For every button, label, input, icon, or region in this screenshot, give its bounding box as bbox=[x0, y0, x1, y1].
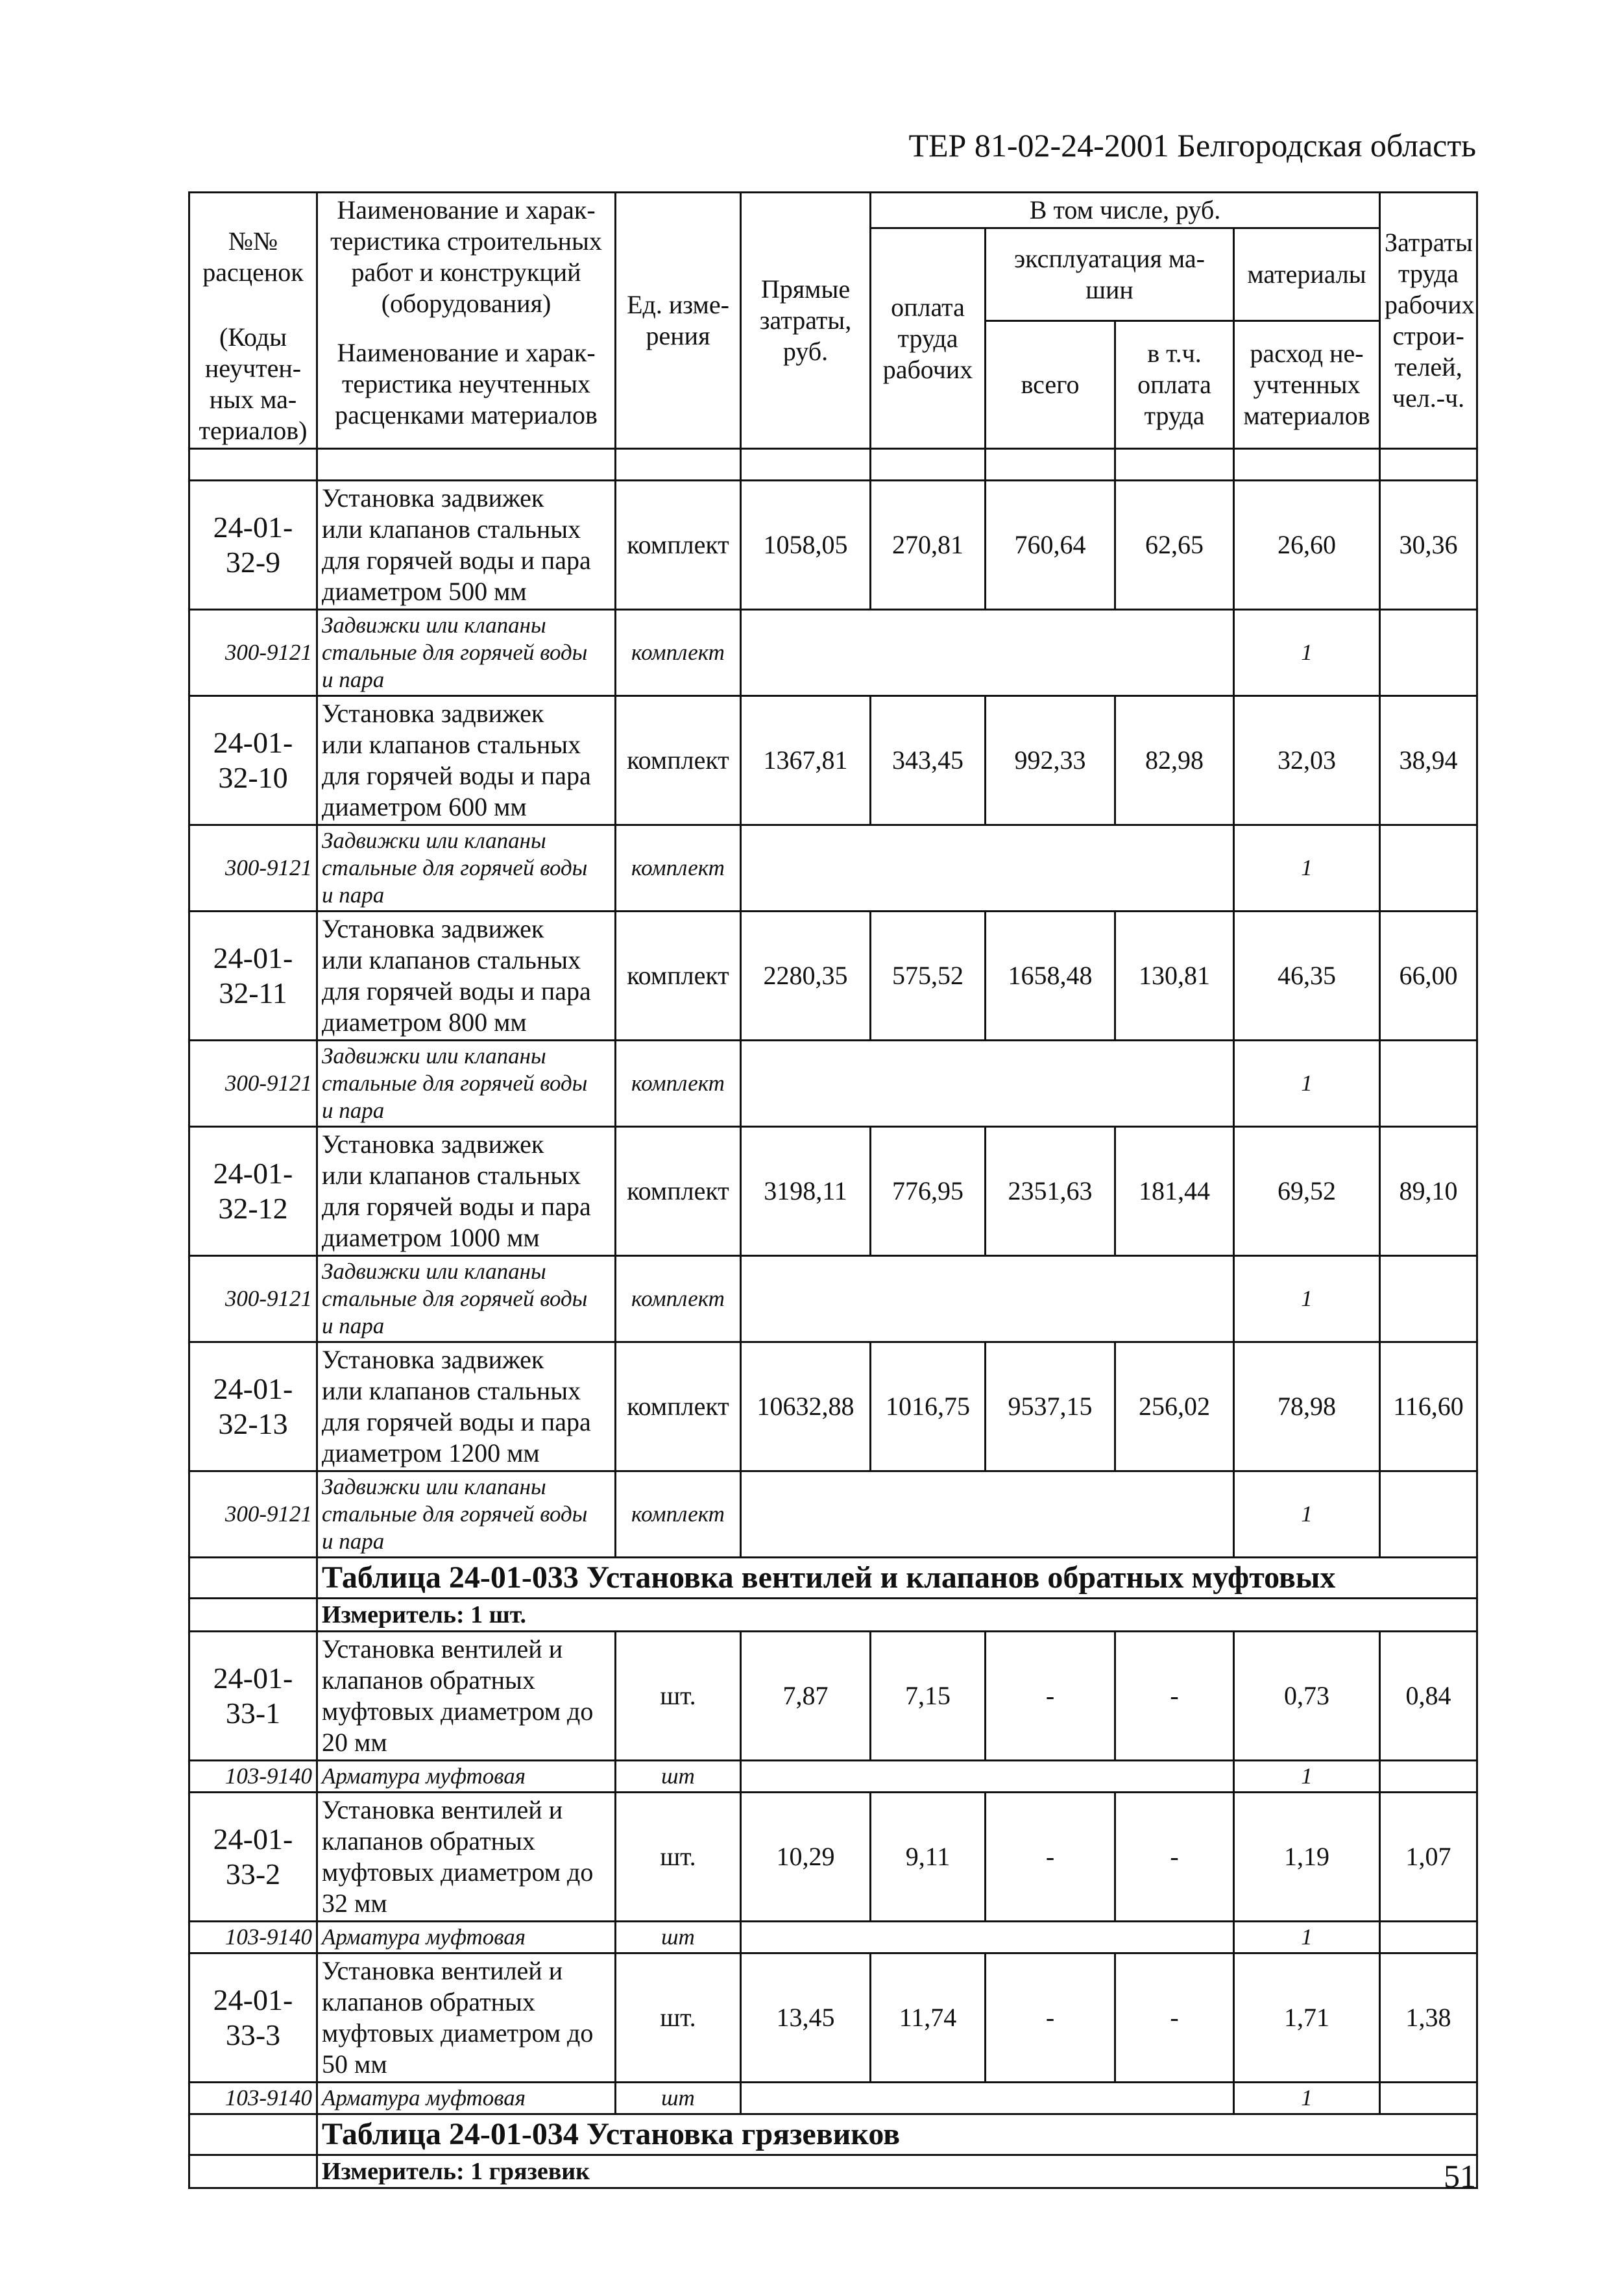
section-measure bbox=[189, 2155, 1477, 2188]
material-unit: шт bbox=[616, 1922, 741, 1953]
hdr-hours-line: труда bbox=[1398, 259, 1459, 288]
table-row bbox=[189, 1953, 1477, 2083]
material-qty: 1 bbox=[1234, 1471, 1380, 1558]
rate-name-line: клапанов обратных bbox=[322, 1665, 535, 1695]
material-code: 300-9121 bbox=[189, 1041, 317, 1127]
rate-name-line: для горячей воды и пара bbox=[322, 546, 591, 575]
hdr-mach-total: всего bbox=[986, 320, 1115, 449]
page-header: ТЕР 81-02-24-2001 Белгородская область bbox=[908, 127, 1476, 163]
hdr-machines-line: шин bbox=[1085, 274, 1133, 304]
rate-code-line: 24-01- bbox=[213, 1662, 293, 1695]
rate-code-line: 24-01- bbox=[213, 941, 293, 974]
rate-materials: 26,60 bbox=[1234, 481, 1380, 610]
rate-hours: 1,07 bbox=[1380, 1793, 1477, 1922]
rate-hours: 0,84 bbox=[1380, 1632, 1477, 1761]
rate-name-line: для горячей воды и пара bbox=[322, 976, 591, 1006]
rate-machine-labor: 256,02 bbox=[1115, 1342, 1234, 1471]
rate-machine-labor: 181,44 bbox=[1115, 1127, 1234, 1256]
rate-hours: 38,94 bbox=[1380, 696, 1477, 825]
rate-machines: - bbox=[986, 1793, 1115, 1922]
empty-cell bbox=[741, 1256, 1234, 1342]
rate-labor: 343,45 bbox=[871, 696, 986, 825]
hdr-direct-line: затраты, bbox=[759, 306, 852, 335]
hdr-name-top-line: Наименование и харак- bbox=[337, 195, 596, 224]
hdr-labor-line: рабочих bbox=[882, 354, 973, 384]
hdr-mat-qty-line: расход не- bbox=[1250, 338, 1364, 368]
rate-code-line: 24-01- bbox=[213, 511, 293, 544]
hdr-direct bbox=[741, 193, 871, 449]
rate-labor: 270,81 bbox=[871, 481, 986, 610]
hdr-hours-line: чел.-ч. bbox=[1392, 383, 1465, 413]
hdr-unit-line: рения bbox=[646, 321, 710, 350]
material-row bbox=[189, 1922, 1477, 1953]
material-name bbox=[317, 1256, 616, 1342]
material-name-line: и пара bbox=[322, 1529, 385, 1554]
empty-cell bbox=[616, 449, 741, 481]
rate-machine-labor: 62,65 bbox=[1115, 481, 1234, 610]
header-row bbox=[189, 193, 1477, 228]
empty-cell bbox=[1380, 1922, 1477, 1953]
rate-unit: шт. bbox=[616, 1632, 741, 1761]
hdr-mach-labor-line: труда bbox=[1144, 400, 1205, 430]
rate-labor: 7,15 bbox=[871, 1632, 986, 1761]
rate-name-line: или клапанов стальных bbox=[322, 1376, 581, 1405]
hdr-hours-line: рабочих bbox=[1385, 290, 1475, 319]
rate-unit: комплект bbox=[616, 1342, 741, 1471]
material-code: 300-9121 bbox=[189, 610, 317, 696]
rate-hours: 89,10 bbox=[1380, 1127, 1477, 1256]
empty-cell bbox=[741, 1041, 1234, 1127]
empty-cell bbox=[189, 1599, 317, 1632]
rate-labor: 11,74 bbox=[871, 1953, 986, 2083]
rate-machines: 2351,63 bbox=[986, 1127, 1115, 1256]
table-row bbox=[189, 1632, 1477, 1761]
rate-unit: комплект bbox=[616, 696, 741, 825]
empty-cell bbox=[986, 449, 1115, 481]
rate-code-line: 24-01- bbox=[213, 1372, 293, 1405]
rate-unit: комплект bbox=[616, 1127, 741, 1256]
rate-machines: 1658,48 bbox=[986, 912, 1115, 1041]
rate-code-line: 32-10 bbox=[218, 761, 288, 794]
rate-code-line: 33-3 bbox=[225, 2018, 281, 2051]
rate-name-line: Установка задвижек bbox=[322, 483, 544, 513]
rate-code-line: 32-12 bbox=[218, 1192, 288, 1225]
rate-materials: 1,19 bbox=[1234, 1793, 1380, 1922]
material-unit: комплект bbox=[616, 1041, 741, 1127]
empty-cell bbox=[1380, 1256, 1477, 1342]
hdr-unit-line: Ед. изме- bbox=[627, 290, 729, 319]
rate-code bbox=[189, 1953, 317, 2083]
material-name bbox=[317, 1471, 616, 1558]
rate-direct: 1058,05 bbox=[741, 481, 871, 610]
rate-machine-labor: - bbox=[1115, 1953, 1234, 2083]
hdr-mat-qty bbox=[1234, 320, 1380, 449]
material-row bbox=[189, 1256, 1477, 1342]
page-number: 51 bbox=[1444, 2158, 1476, 2194]
rate-unit: комплект bbox=[616, 912, 741, 1041]
hdr-direct-line: руб. bbox=[782, 337, 829, 366]
material-row bbox=[189, 1041, 1477, 1127]
material-qty: 1 bbox=[1234, 1256, 1380, 1342]
hdr-hours-line: строи- bbox=[1392, 321, 1464, 350]
empty-cell bbox=[741, 610, 1234, 696]
rate-code-line: 32-11 bbox=[219, 976, 287, 1010]
material-name-line: и пара bbox=[322, 667, 385, 692]
rate-code-line: 33-2 bbox=[225, 1857, 281, 1891]
hdr-hours-line: телей, bbox=[1394, 352, 1462, 381]
rate-name bbox=[317, 1632, 616, 1761]
hdr-code-bottom-line: (Коды bbox=[219, 322, 287, 352]
material-row bbox=[189, 2083, 1477, 2114]
material-name-line: стальные для горячей воды bbox=[322, 640, 588, 665]
hdr-name-top-line: работ и конструкций bbox=[351, 258, 581, 287]
empty-cell bbox=[1380, 449, 1477, 481]
rate-code bbox=[189, 1127, 317, 1256]
rate-name-line: диаметром 1000 мм bbox=[322, 1223, 540, 1252]
material-name-line: Задвижки или клапаны bbox=[322, 1474, 546, 1499]
rate-labor: 575,52 bbox=[871, 912, 986, 1041]
material-qty: 1 bbox=[1234, 610, 1380, 696]
rate-name-line: диаметром 800 мм bbox=[322, 1008, 527, 1037]
rate-name-line: или клапанов стальных bbox=[322, 945, 581, 974]
empty-cell bbox=[1380, 1041, 1477, 1127]
rate-name-line: или клапанов стальных bbox=[322, 514, 581, 544]
rate-materials: 69,52 bbox=[1234, 1127, 1380, 1256]
rate-name-line: для горячей воды и пара bbox=[322, 1407, 591, 1436]
material-qty: 1 bbox=[1234, 2083, 1380, 2114]
material-qty: 1 bbox=[1234, 1041, 1380, 1127]
rate-name-line: 32 мм bbox=[322, 1889, 387, 1918]
hdr-materials: материалы bbox=[1234, 228, 1380, 321]
rate-code-line: 24-01- bbox=[213, 1822, 293, 1856]
rate-materials: 0,73 bbox=[1234, 1632, 1380, 1761]
rate-code bbox=[189, 1342, 317, 1471]
rate-code bbox=[189, 1793, 317, 1922]
rate-name bbox=[317, 912, 616, 1041]
rate-labor: 1016,75 bbox=[871, 1342, 986, 1471]
section-measure bbox=[189, 1599, 1477, 1632]
empty-cell bbox=[1380, 1471, 1477, 1558]
rate-name-line: или клапанов стальных bbox=[322, 1161, 581, 1190]
material-unit: шт bbox=[616, 1761, 741, 1793]
table-row bbox=[189, 912, 1477, 1041]
hdr-name-top bbox=[317, 193, 616, 321]
material-name-line: стальные для горячей воды bbox=[322, 1286, 588, 1311]
hdr-name-top-line: теристика строительных bbox=[330, 226, 602, 256]
rate-unit: шт. bbox=[616, 1953, 741, 2083]
rate-name-line: диаметром 1200 мм bbox=[322, 1438, 540, 1468]
material-name-line: Задвижки или клапаны bbox=[322, 828, 546, 853]
material-name: Арматура муфтовая bbox=[317, 1761, 616, 1793]
table-row bbox=[189, 1342, 1477, 1471]
empty-cell bbox=[1380, 610, 1477, 696]
empty-cell bbox=[189, 2155, 317, 2188]
hdr-name-bottom-line: расценками материалов bbox=[335, 400, 598, 429]
rate-materials: 46,35 bbox=[1234, 912, 1380, 1041]
hdr-labor bbox=[871, 228, 986, 449]
material-name-line: стальные для горячей воды bbox=[322, 1070, 588, 1096]
rate-name-line: Установка вентилей и bbox=[322, 1634, 563, 1663]
rate-name-line: Установка задвижек bbox=[322, 699, 544, 728]
rate-hours: 66,00 bbox=[1380, 912, 1477, 1041]
rate-name bbox=[317, 1342, 616, 1471]
rate-code-line: 24-01- bbox=[213, 1157, 293, 1190]
empty-cell bbox=[741, 825, 1234, 912]
hdr-labor-line: труда bbox=[897, 323, 958, 353]
rate-code bbox=[189, 912, 317, 1041]
material-name-line: и пара bbox=[322, 1313, 385, 1338]
rate-name-line: диаметром 500 мм bbox=[322, 577, 527, 606]
empty-cell bbox=[189, 1558, 317, 1599]
material-name: Арматура муфтовая bbox=[317, 2083, 616, 2114]
hdr-mach-labor bbox=[1115, 320, 1234, 449]
hdr-mat-qty-line: учтенных bbox=[1253, 369, 1361, 399]
hdr-mach-labor-line: оплата bbox=[1137, 369, 1211, 399]
rate-materials: 32,03 bbox=[1234, 696, 1380, 825]
rate-name bbox=[317, 1793, 616, 1922]
material-row bbox=[189, 610, 1477, 696]
rate-name-line: для горячей воды и пара bbox=[322, 761, 591, 790]
material-name bbox=[317, 610, 616, 696]
rate-direct: 10,29 bbox=[741, 1793, 871, 1922]
rate-name-line: диаметром 600 мм bbox=[322, 792, 527, 821]
empty-cell bbox=[189, 449, 317, 481]
hdr-group: В том числе, руб. bbox=[871, 193, 1380, 228]
material-name-line: Задвижки или клапаны bbox=[322, 1043, 546, 1069]
rate-direct: 10632,88 bbox=[741, 1342, 871, 1471]
material-code: 103-9140 bbox=[189, 2083, 317, 2114]
empty-cell bbox=[741, 1471, 1234, 1558]
empty-cell bbox=[1234, 449, 1380, 481]
table-row bbox=[189, 481, 1477, 610]
material-row bbox=[189, 825, 1477, 912]
section-measure: Измеритель: 1 шт. bbox=[317, 1599, 1477, 1632]
hdr-code-top bbox=[189, 193, 317, 321]
material-name: Арматура муфтовая bbox=[317, 1922, 616, 1953]
rate-machine-labor: - bbox=[1115, 1632, 1234, 1761]
hdr-code-bottom-line: неучтен- bbox=[204, 354, 302, 383]
rate-code-line: 24-01- bbox=[213, 1983, 293, 2016]
rate-unit: комплект bbox=[616, 481, 741, 610]
rate-name-line: 20 мм bbox=[322, 1728, 387, 1757]
hdr-code-top-line: расценок bbox=[202, 258, 304, 287]
empty-cell bbox=[189, 2114, 317, 2155]
section-measure: Измеритель: 1 грязевик bbox=[317, 2155, 1477, 2188]
rate-name-line: муфтовых диаметром до bbox=[322, 1857, 594, 1887]
rate-name-line: муфтовых диаметром до bbox=[322, 1697, 594, 1726]
empty-cell bbox=[741, 2083, 1234, 2114]
hdr-name-bottom-line: теристика неучтенных bbox=[341, 369, 591, 398]
rate-labor: 776,95 bbox=[871, 1127, 986, 1256]
material-row bbox=[189, 1471, 1477, 1558]
rate-hours: 116,60 bbox=[1380, 1342, 1477, 1471]
rate-machines: - bbox=[986, 1632, 1115, 1761]
material-name-line: и пара bbox=[322, 882, 385, 908]
rate-name-line: клапанов обратных bbox=[322, 1826, 535, 1856]
table-row bbox=[189, 1127, 1477, 1256]
material-name-line: и пара bbox=[322, 1098, 385, 1123]
material-name-line: Задвижки или клапаны bbox=[322, 612, 546, 638]
rate-direct: 3198,11 bbox=[741, 1127, 871, 1256]
rate-name bbox=[317, 1127, 616, 1256]
table-body bbox=[189, 193, 1477, 2188]
rate-direct: 13,45 bbox=[741, 1953, 871, 2083]
empty-cell bbox=[1115, 449, 1234, 481]
hdr-mach-labor-line: в т.ч. bbox=[1147, 338, 1202, 368]
rate-machines: 992,33 bbox=[986, 696, 1115, 825]
rate-name-line: Установка вентилей и bbox=[322, 1956, 563, 1985]
header-gap-row bbox=[189, 449, 1477, 481]
rate-code-line: 32-13 bbox=[218, 1407, 288, 1440]
rate-materials: 1,71 bbox=[1234, 1953, 1380, 2083]
rate-name-line: Установка вентилей и bbox=[322, 1795, 563, 1824]
rate-name-line: клапанов обратных bbox=[322, 1987, 535, 2016]
material-code: 300-9121 bbox=[189, 1471, 317, 1558]
rate-code-line: 32-9 bbox=[225, 546, 281, 579]
empty-cell bbox=[741, 1761, 1234, 1793]
hdr-code-bottom bbox=[189, 320, 317, 449]
material-qty: 1 bbox=[1234, 1761, 1380, 1793]
rate-machines: - bbox=[986, 1953, 1115, 2083]
material-unit: комплект bbox=[616, 610, 741, 696]
empty-cell bbox=[1380, 2083, 1477, 2114]
hdr-name-top-line: (оборудования) bbox=[381, 289, 551, 318]
hdr-machines bbox=[986, 228, 1234, 321]
rate-name-line: Установка задвижек bbox=[322, 1345, 544, 1374]
section-title bbox=[189, 1558, 1477, 1599]
rate-code bbox=[189, 1632, 317, 1761]
hdr-labor-line: оплата bbox=[891, 292, 965, 322]
rate-code bbox=[189, 481, 317, 610]
rate-code bbox=[189, 696, 317, 825]
empty-cell bbox=[741, 1922, 1234, 1953]
material-name bbox=[317, 825, 616, 912]
rate-name-line: муфтовых диаметром до bbox=[322, 2018, 594, 2048]
rate-direct: 7,87 bbox=[741, 1632, 871, 1761]
section-title bbox=[189, 2114, 1477, 2155]
hdr-name-bottom-line: Наименование и харак- bbox=[337, 338, 596, 367]
empty-cell bbox=[1380, 825, 1477, 912]
material-qty: 1 bbox=[1234, 825, 1380, 912]
material-name-line: стальные для горячей воды bbox=[322, 855, 588, 880]
rate-direct: 2280,35 bbox=[741, 912, 871, 1041]
rate-machine-labor: - bbox=[1115, 1793, 1234, 1922]
material-code: 300-9121 bbox=[189, 825, 317, 912]
hdr-name-bottom bbox=[317, 320, 616, 449]
rate-name-line: или клапанов стальных bbox=[322, 730, 581, 759]
material-unit: комплект bbox=[616, 1256, 741, 1342]
rate-code-line: 33-1 bbox=[225, 1697, 281, 1730]
material-name-line: стальные для горячей воды bbox=[322, 1501, 588, 1527]
material-qty: 1 bbox=[1234, 1922, 1380, 1953]
material-code: 103-9140 bbox=[189, 1761, 317, 1793]
material-unit: шт bbox=[616, 2083, 741, 2114]
table-row bbox=[189, 696, 1477, 825]
hdr-unit bbox=[616, 193, 741, 449]
empty-cell bbox=[871, 449, 986, 481]
material-unit: комплект bbox=[616, 825, 741, 912]
empty-cell bbox=[1380, 1761, 1477, 1793]
rate-name-line: 50 мм bbox=[322, 2049, 387, 2079]
material-unit: комплект bbox=[616, 1471, 741, 1558]
hdr-hours bbox=[1380, 193, 1477, 449]
rate-name bbox=[317, 1953, 616, 2083]
section-title: Таблица 24-01-033 Установка вентилей и клапанов обратных муфтовых bbox=[317, 1558, 1477, 1599]
material-name-line: Задвижки или клапаны bbox=[322, 1259, 546, 1284]
rate-machine-labor: 82,98 bbox=[1115, 696, 1234, 825]
material-code: 103-9140 bbox=[189, 1922, 317, 1953]
rate-machine-labor: 130,81 bbox=[1115, 912, 1234, 1041]
price-table bbox=[188, 191, 1478, 2189]
rate-hours: 1,38 bbox=[1380, 1953, 1477, 2083]
rate-machines: 9537,15 bbox=[986, 1342, 1115, 1471]
rate-hours: 30,36 bbox=[1380, 481, 1477, 610]
hdr-code-bottom-line: ных ма- bbox=[209, 385, 297, 414]
material-code: 300-9121 bbox=[189, 1256, 317, 1342]
empty-cell bbox=[317, 449, 616, 481]
rate-name-line: Установка задвижек bbox=[322, 1130, 544, 1159]
hdr-machines-line: эксплуатация ма- bbox=[1014, 243, 1205, 273]
rate-unit: шт. bbox=[616, 1793, 741, 1922]
rate-direct: 1367,81 bbox=[741, 696, 871, 825]
empty-cell bbox=[741, 449, 871, 481]
hdr-code-bottom-line: териалов) bbox=[199, 416, 308, 445]
rate-name-line: для горячей воды и пара bbox=[322, 1192, 591, 1221]
material-name bbox=[317, 1041, 616, 1127]
hdr-code-top-line: №№ bbox=[228, 226, 278, 256]
section-title: Таблица 24-01-034 Установка грязевиков bbox=[317, 2114, 1477, 2155]
rate-materials: 78,98 bbox=[1234, 1342, 1380, 1471]
hdr-hours-line: Затраты bbox=[1385, 228, 1473, 257]
rate-machines: 760,64 bbox=[986, 481, 1115, 610]
hdr-direct-line: Прямые bbox=[760, 274, 851, 304]
rate-code-line: 24-01- bbox=[213, 726, 293, 759]
rate-name bbox=[317, 696, 616, 825]
table-row bbox=[189, 1793, 1477, 1922]
material-row bbox=[189, 1761, 1477, 1793]
rate-name-line: Установка задвижек bbox=[322, 914, 544, 943]
hdr-mat-qty-line: материалов bbox=[1243, 400, 1370, 430]
rate-name bbox=[317, 481, 616, 610]
rate-labor: 9,11 bbox=[871, 1793, 986, 1922]
